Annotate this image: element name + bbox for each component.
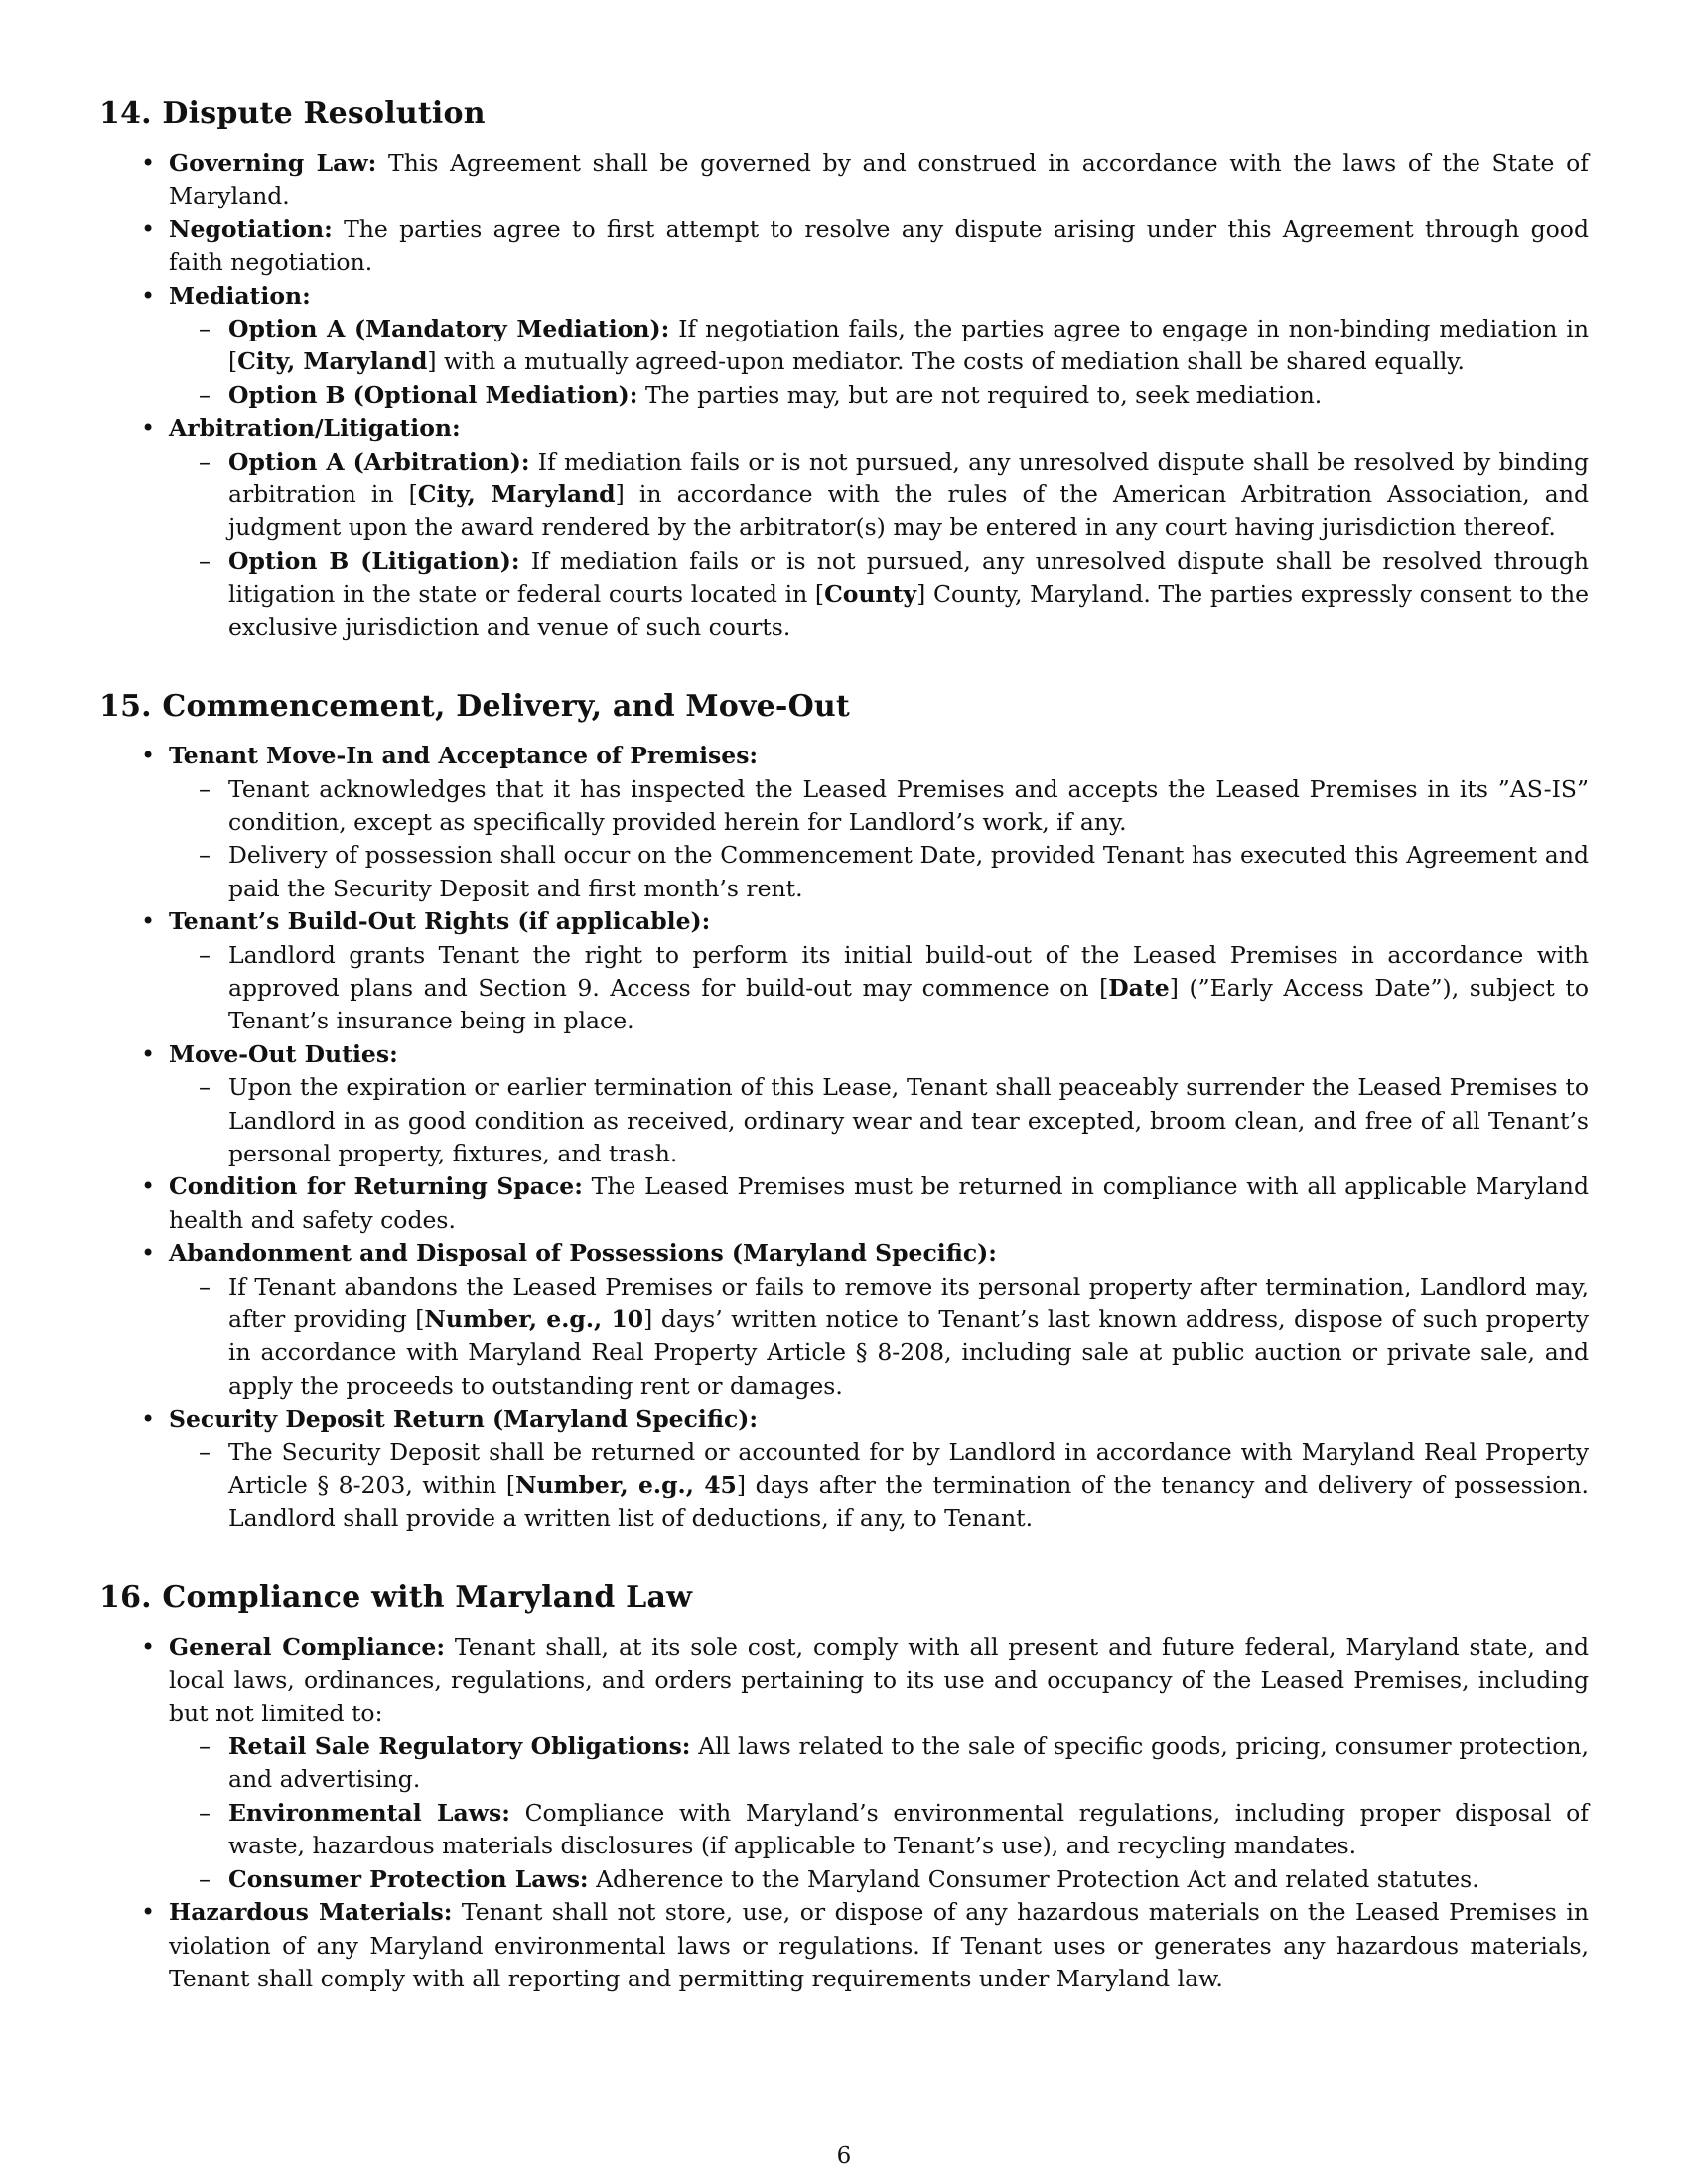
sub-list [169,939,1589,1038]
section-14 [99,91,1589,644]
sub-item-label: Option A (Arbitration): [228,447,530,476]
sub-item [228,545,1589,644]
list-item [169,1237,1589,1403]
placeholder-field: Number, e.g., 10 [424,1305,644,1333]
sub-item-text: ] days’ written notice to Tenant’s last known address, dispose of such property in accordance with Maryland Real Property Article § 8-208, including sale at public auction or private sale, and apply the proceeds to outstanding rent or damages. [228,1305,1589,1400]
list-item [169,1631,1589,1896]
sub-item [228,1730,1589,1797]
sub-item-text: Tenant acknowledges that it has inspected the Leased Premises and accepts the Leased Premises in its ”AS-IS” condition, except as specifically provided herein for Landlord’s work, if any. [228,774,1589,836]
item-label: Move-Out Duties: [169,1039,398,1068]
sub-item-text: Upon the expiration or earlier termination of this Lease, Tenant shall peaceably surrender the Leased Premises to Landlord in as good condition as received, ordinary wear and tear excepted, broom clean, and free of all Tenant’s personal property, fixtures, and trash. [228,1073,1589,1167]
sub-list [169,1730,1589,1896]
sub-item [228,839,1589,905]
item-label: Hazardous Materials: [169,1898,453,1927]
sub-item-text: Compliance with Maryland’s environmental regulations, including proper disposal of waste, hazardous materials disclosures (if applicable to Tenant’s use), and recycling mandates. [228,1798,1589,1860]
item-label: Tenant’s Build-Out Rights (if applicable): [169,907,711,936]
sub-item-label: Option B (Litigation): [228,546,520,575]
placeholder-field: Number, e.g., 45 [515,1471,737,1500]
list-item [169,213,1589,280]
sub-item-text: The Security Deposit shall be returned or accounted for by Landlord in accordance with Maryland Real Property Article § 8-203, within [ [228,1437,1589,1500]
list-item [169,740,1589,905]
item-label: General Compliance: [169,1632,445,1661]
sub-item [228,1863,1589,1896]
placeholder-field: City, Maryland [237,347,428,376]
placeholder-field: County [824,580,917,609]
sub-item-label: Option B (Optional Mediation): [228,380,638,409]
sub-item-label: Retail Sale Regulatory Obligations: [228,1732,691,1761]
sub-list [169,1271,1589,1404]
sub-item [228,446,1589,545]
sub-item-label: Consumer Protection Laws: [228,1864,589,1893]
item-label: Abandonment and Disposal of Possessions (Maryland Specific): [169,1239,997,1268]
list-item [169,1896,1589,1995]
sub-item-text: Delivery of possession shall occur on the Commencement Date, provided Tenant has executed this Agreement and paid the Security Deposit and first month’s rent. [228,841,1589,902]
list-item [169,412,1589,644]
sub-item-text: ] in accordance with the rules of the American Arbitration Association, and judgment upon the award rendered by the arbitrator(s) may be entered in any court having jurisdiction thereof. [228,480,1589,542]
section-heading: 15. Commencement, Delivery, and Move-Out [99,689,850,725]
sub-list [169,773,1589,906]
list-item [169,147,1589,213]
sub-item-text: ] with a mutually agreed-upon mediator. The costs of mediation shall be shared equally. [427,347,1465,376]
item-label: Arbitration/Litigation: [169,414,461,443]
sub-item [228,1797,1589,1863]
sub-item-text: ] days after the termination of the tenancy and delivery of possession. Landlord shall provide a written list of deductions, if any, to Tenant. [228,1471,1590,1533]
item-text: This Agreement shall be governed by and construed in accordance with the laws of the State of Maryland. [169,149,1589,210]
sub-item [228,1436,1589,1536]
item-label: Security Deposit Return (Maryland Specific): [169,1405,759,1433]
sub-item-text: If Tenant abandons the Leased Premises or fails to remove its personal property after termination, Landlord may, after providing [ [228,1272,1589,1333]
sub-item-text: If mediation fails or is not pursued, any unresolved dispute shall be resolved through litigation in the state or federal courts located in [ [228,546,1589,609]
bullet-list [99,1631,1589,1995]
bullet-list [99,147,1589,644]
sub-list [169,446,1589,644]
list-item [169,280,1589,413]
sub-item [228,1271,1589,1404]
sub-item-text: If negotiation fails, the parties agree to engage in non-binding mediation in [ [228,315,1589,376]
sub-item-label: Environmental Laws: [228,1798,510,1827]
list-item [169,1038,1589,1171]
bullet-list [99,740,1589,1536]
item-label: Governing Law: [169,149,377,177]
document-body [99,91,1589,2035]
item-label: Condition for Returning Space: [169,1172,583,1201]
sub-item [228,313,1589,379]
placeholder-field: City, Maryland [417,480,616,509]
item-text: The parties agree to first attempt to resolve any dispute arising under this Agreement through good faith negotiation. [169,214,1589,277]
sub-item-text: The parties may, but are not required to, seek mediation. [637,380,1323,409]
sub-item [228,939,1589,1038]
placeholder-field: Date [1108,973,1170,1002]
section-heading: 14. Dispute Resolution [99,96,486,131]
list-item [169,1403,1589,1536]
list-item [169,1170,1589,1237]
sub-item-text: ] (”Early Access Date”), subject to Tenant’s insurance being in place. [228,973,1589,1035]
sub-item-text: Landlord grants Tenant the right to perform its initial build-out of the Leased Premises in accordance with approved plans and Section 9. Access for build-out may commence on [ [228,940,1589,1002]
sub-item-text: ] County, Maryland. The parties expressly consent to the exclusive jurisdiction and venue of such courts. [228,580,1589,641]
sub-item [228,1071,1589,1170]
item-label: Mediation: [169,281,311,310]
page-number: 6 [836,2143,852,2169]
item-text: Tenant shall not store, use, or dispose of any hazardous materials on the Leased Premises in violation of any Maryland environmental laws or regulations. If Tenant uses or generates any hazardous materials, Tenant shall comply with all reporting and permitting requirements under Maryland law. [169,1898,1589,1992]
sub-list [169,313,1589,412]
section-heading: 16. Compliance with Maryland Law [99,1579,693,1615]
item-label: Negotiation: [169,214,333,243]
sub-list [169,1071,1589,1170]
item-text: The Leased Premises must be returned in compliance with all applicable Maryland health and safety codes. [169,1172,1589,1234]
sub-item [228,379,1589,412]
list-item [169,905,1589,1038]
section-16 [99,1575,1589,1995]
sub-item-label: Option A (Mandatory Mediation): [228,315,670,343]
item-text: Tenant shall, at its sole cost, comply with all present and future federal, Maryland state, and local laws, ordinances, regulations, and orders pertaining to its use and occupancy of the Leased Premises, including but not limited to: [169,1632,1589,1727]
section-15 [99,684,1589,1536]
item-label: Tenant Move-In and Acceptance of Premises: [169,742,759,770]
sub-item [228,773,1589,840]
sub-list [169,1436,1589,1536]
sub-item-text: Adherence to the Maryland Consumer Protection Act and related statutes. [588,1864,1479,1893]
sub-item-text: All laws related to the sale of specific goods, pricing, consumer protection, and advertising. [228,1732,1589,1794]
sub-item-text: If mediation fails or is not pursued, any unresolved dispute shall be resolved by binding arbitration in [ [228,447,1589,509]
